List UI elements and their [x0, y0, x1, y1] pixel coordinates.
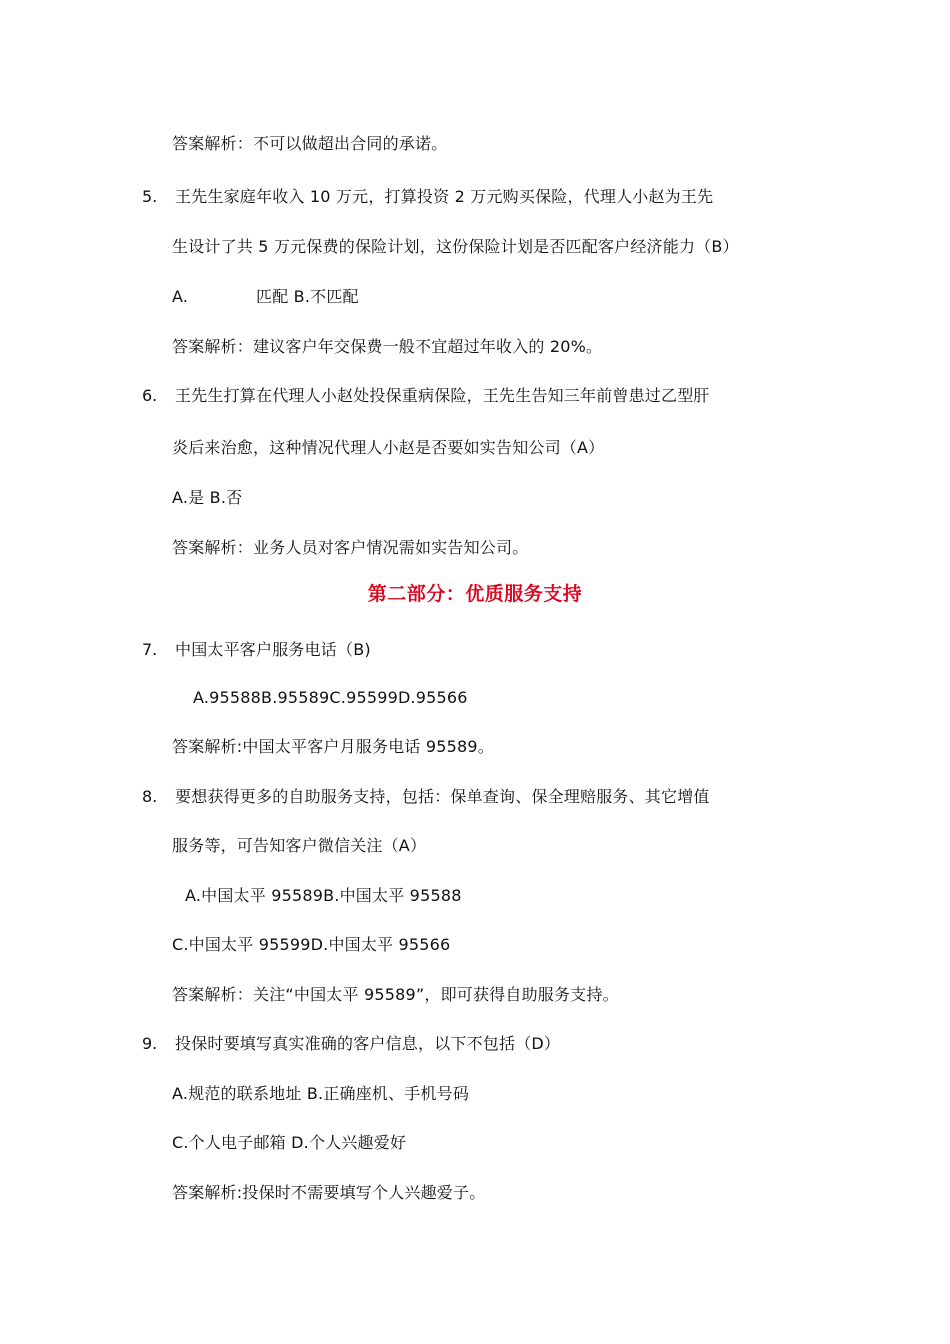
- question-number: 8.: [142, 787, 158, 806]
- answer-analysis: 答案解析:投保时不需要填写个人兴趣爱子。: [172, 1183, 486, 1202]
- question-number: 9.: [142, 1034, 158, 1053]
- answer-analysis: 答案解析：不可以做超出合同的承诺。: [172, 134, 448, 153]
- question-text: 中国太平客户服务电话（B): [175, 640, 371, 659]
- question-text: 要想获得更多的自助服务支持，包括：保单查询、保全理赔服务、其它增值: [175, 787, 710, 806]
- question-text: 服务等，可告知客户微信关注（A）: [172, 836, 427, 855]
- section-heading: 第二部分：优质服务支持: [367, 583, 583, 605]
- question-number: 6.: [142, 386, 158, 405]
- question-text: 生设计了共 5 万元保费的保险计划，这份保险计划是否匹配客户经济能力（B）: [172, 237, 739, 256]
- answer-analysis: 答案解析：关注“中国太平 95589”，即可获得自助服务支持。: [172, 985, 619, 1004]
- question-text: 王先生打算在代理人小赵处投保重病保险，王先生告知三年前曾患过乙型肝: [175, 386, 710, 405]
- question-option: C.个人电子邮箱 D.个人兴趣爱好: [172, 1133, 407, 1152]
- question-option: A.规范的联系地址 B.正确座机、手机号码: [172, 1084, 470, 1103]
- question-option: A.中国太平 95589B.中国太平 95588: [185, 886, 462, 905]
- answer-analysis: 答案解析：业务人员对客户情况需如实告知公司。: [172, 538, 529, 557]
- question-text: 投保时要填写真实准确的客户信息，以下不包括（D）: [175, 1034, 561, 1053]
- question-option: A.是 B.否: [172, 488, 243, 507]
- question-number: 5.: [142, 187, 158, 206]
- question-option: A.95588B.95589C.95599D.95566: [193, 688, 468, 707]
- question-text: 王先生家庭年收入 10 万元，打算投资 2 万元购买保险，代理人小赵为王先: [175, 187, 714, 206]
- question-option: C.中国太平 95599D.中国太平 95566: [172, 935, 451, 954]
- answer-analysis: 答案解析：建议客户年交保费一般不宜超过年收入的 20%。: [172, 337, 603, 356]
- question-option: A.: [172, 287, 189, 306]
- question-text: 炎后来治愈，这种情况代理人小赵是否要如实告知公司（A）: [172, 438, 605, 457]
- question-option: 匹配 B.不匹配: [256, 287, 359, 306]
- question-number: 7.: [142, 640, 158, 659]
- answer-analysis: 答案解析:中国太平客户月服务电话 95589。: [172, 737, 494, 756]
